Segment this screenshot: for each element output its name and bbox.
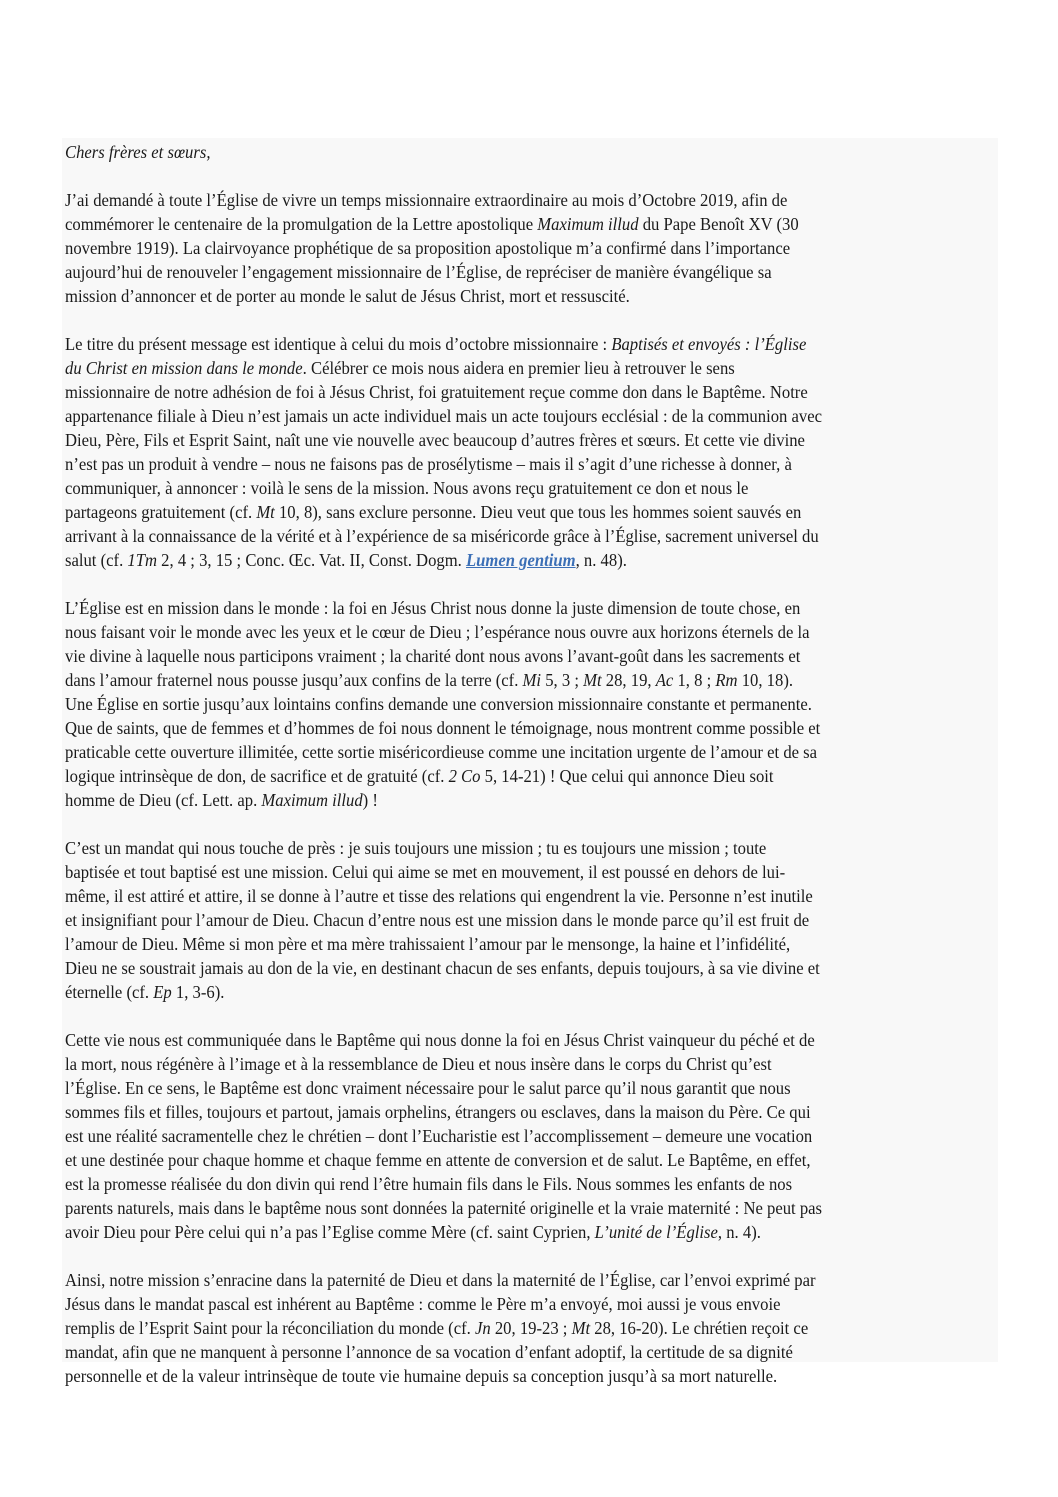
- text-run: ) !: [362, 790, 378, 810]
- text-run: 20, 19-23 ;: [490, 1318, 572, 1338]
- text-line: [65, 1028, 815, 1052]
- italic-text: Maximum illud: [261, 790, 363, 810]
- text-line: [65, 764, 774, 788]
- text-run: . Célébrer ce mois nous aidera en premier lieu à retrouver le sens: [302, 358, 735, 378]
- text-line: [65, 380, 808, 404]
- text-line: [65, 500, 801, 524]
- text-run: la mort, nous régénère à l’image et à la ressemblance de Dieu et nous insère dans le corps du Christ qu’est: [65, 1054, 772, 1074]
- text-run: J’ai demandé à toute l’Église de vivre un temps missionnaire extraordinaire au mois d’Octobre 2019, afin de: [65, 190, 788, 210]
- text-run: Cette vie nous est communiquée dans le Baptême qui nous donne la foi en Jésus Christ vainqueur du péché et de: [65, 1030, 815, 1050]
- text-run: 10, 8), sans exclure personne. Dieu veut que tous les hommes soient sauvés en: [274, 502, 802, 522]
- italic-text: 2 Co: [448, 766, 481, 786]
- text-run: Le titre du présent message est identique à celui du mois d’octobre missionnaire :: [65, 334, 612, 354]
- text-line: [65, 1340, 793, 1364]
- text-run: même, il est attiré et attire, il se donne à l’autre et tisse des relations qui engendrent la vie. Personne n’est inutile: [65, 886, 813, 906]
- text-line: [65, 548, 627, 572]
- text-run: 5, 3 ;: [541, 670, 584, 690]
- text-run: arrivant à la connaissance de la vérité et à l’expérience de sa miséricorde grâce à l’Église, sacrement universel du: [65, 526, 819, 546]
- text-line: [65, 788, 378, 812]
- text-run: avoir Dieu pour Père celui qui n’a pas l’Eglise comme Mère (cf. saint Cyprien,: [65, 1222, 595, 1242]
- text-run: missionnaire de notre adhésion de foi à Jésus Christ, foi gratuitement reçue comme don dans le Baptême. Notre: [65, 382, 808, 402]
- text-line: [65, 668, 793, 692]
- text-line: [65, 1268, 816, 1292]
- italic-text: Mt: [583, 670, 602, 690]
- text-run: 2, 4 ; 3, 15 ; Conc. Œc. Vat. II, Const. Dogm.: [157, 550, 466, 570]
- text-line: [65, 644, 800, 668]
- text-run: L’Église est en mission dans le monde : la foi en Jésus Christ nous donne la juste dimension de toute chose, en: [65, 598, 801, 618]
- text-run: 1, 3-6).: [171, 982, 225, 1002]
- italic-text: du Christ en mission dans le monde: [65, 358, 303, 378]
- text-line: [65, 1076, 791, 1100]
- text-run: aujourd’hui de renouveler l’engagement missionnaire de l’Église, de repréciser de manière évangélique sa: [65, 262, 772, 282]
- italic-text: Mt: [571, 1318, 591, 1338]
- text-run: du Pape Benoît XV (30: [638, 214, 799, 234]
- text-run: Dieu ne se soustrait jamais au don de la vie, en destinant chacun de ses enfants, depuis toujours, à sa vie divine et: [65, 958, 820, 978]
- text-line: [65, 740, 817, 764]
- text-line: [65, 260, 772, 284]
- text-line: [65, 1196, 822, 1220]
- text-line: [65, 620, 810, 644]
- text-run: baptisée et tout baptisé est une mission. Celui qui aime se met en mouvement, il est poussé en dehors de lui-: [65, 862, 786, 882]
- text-run: n’est pas un produit à vendre – nous ne faisons pas de prosélytisme – mais il s’agit d’une richesse à donner, à: [65, 454, 792, 474]
- text-line: [65, 404, 822, 428]
- text-run: appartenance filiale à Dieu n’est jamais un acte individuel mais un acte toujours ecclésial : de la communion avec: [65, 406, 822, 426]
- text-line: [65, 452, 792, 476]
- text-run: homme de Dieu (cf. Lett. ap.: [65, 790, 262, 810]
- text-run: dans l’amour fraternel nous pousse jusqu’aux confins de la terre (cf.: [65, 670, 523, 690]
- text-run: Que de saints, que de femmes et d’hommes de foi nous donnent le témoignage, nous montrent comme possible et: [65, 718, 821, 738]
- text-run: personnelle et de la valeur intrinsèque de toute vie humaine depuis sa conception jusqu’à sa mort naturelle.: [65, 1366, 778, 1386]
- text-line: [65, 1364, 777, 1388]
- text-run: 28, 16-20). Le chrétien reçoit ce: [590, 1318, 809, 1338]
- text-run: communiquer, à annoncer : voilà le sens de la mission. Nous avons reçu gratuitement ce don et nous le: [65, 478, 749, 498]
- text-run: et insignifiant pour l’amour de Dieu. Chacun d’entre nous est une mission dans le monde parce qu’il est fruit de: [65, 910, 810, 930]
- text-line: [65, 716, 820, 740]
- text-line: [65, 1292, 780, 1316]
- text-run: , n. 48).: [575, 550, 627, 570]
- text-line: [65, 860, 785, 884]
- text-line: [65, 980, 224, 1004]
- text-run: vie divine à laquelle nous participons vraiment ; la charité dont nous avons l’avant-goût dans les sacrements et: [65, 646, 801, 666]
- text-line: [65, 908, 809, 932]
- text-run: et une destinée pour chaque homme et chaque femme en attente de conversion et de salut. Le Baptême, en effet,: [65, 1150, 811, 1170]
- text-run: mission d’annoncer et de porter au monde le salut de Jésus Christ, mort et ressuscité.: [65, 286, 630, 306]
- text-run: 28, 19,: [601, 670, 656, 690]
- text-line: [65, 692, 812, 716]
- italic-text: Rm: [715, 670, 738, 690]
- italic-text: Ep: [153, 982, 172, 1002]
- italic-text: Ac: [655, 670, 674, 690]
- text-run: sommes fils et filles, toujours et partout, jamais orphelins, étrangers ou esclaves, dans la maison du Père. Ce qui: [65, 1102, 811, 1122]
- text-run: commémorer le centenaire de la promulgation de la Lettre apostolique: [65, 214, 538, 234]
- text-line: [65, 212, 799, 236]
- italic-text: Jn: [474, 1318, 491, 1338]
- text-line: [65, 476, 748, 500]
- italic-text: Maximum illud: [537, 214, 639, 234]
- text-line: [65, 188, 787, 212]
- text-line: [65, 1220, 761, 1244]
- text-run: Jésus dans le mandat pascal est inhérent au Baptême : comme le Père m’a envoyé, moi aussi je vous envoie: [65, 1294, 781, 1314]
- text-run: l’Église. En ce sens, le Baptême est donc vraiment nécessaire pour le salut parce qu’il nous garantit que nous: [65, 1078, 791, 1098]
- text-run: partageons gratuitement (cf.: [65, 502, 257, 522]
- text-line: [65, 1124, 812, 1148]
- text-line: [65, 284, 630, 308]
- text-run: C’est un mandat qui nous touche de près : je suis toujours une mission ; tu es toujours une mission ; toute: [65, 838, 767, 858]
- text-run: remplis de l’Esprit Saint pour la réconciliation du monde (cf.: [65, 1318, 475, 1338]
- text-run: Ainsi, notre mission s’enracine dans la paternité de Dieu et dans la maternité de l’Église, car l’envoi exprimé par: [65, 1270, 816, 1290]
- text-line: [65, 956, 820, 980]
- text-line: [65, 356, 735, 380]
- text-line: [65, 524, 819, 548]
- text-run: Dieu, Père, Fils et Esprit Saint, naît une vie nouvelle avec beaucoup d’autres frères et sœurs. Et cette vie divine: [65, 430, 805, 450]
- text-line: [65, 1172, 792, 1196]
- text-run: parents naturels, mais dans le baptême nous sont données la paternité originelle et la vraie maternité : Ne peut pas: [65, 1198, 823, 1218]
- text-run: est la promesse réalisée du don divin qui rend l’être humain fils dans le Fils. Nous sommes les enfants de nos: [65, 1174, 793, 1194]
- text-run: mandat, afin que ne manquent à personne l’annonce de sa vocation d’enfant adoptif, la certitude de sa dignité: [65, 1342, 793, 1362]
- text-run: praticable cette ouverture illimitée, cette sortie miséricordieuse comme une incitation urgente de l’amour et de sa: [65, 742, 818, 762]
- text-line: [65, 1148, 811, 1172]
- lumen-gentium-link[interactable]: Lumen gentium: [465, 550, 576, 570]
- text-line: [65, 236, 790, 260]
- text-line: [65, 1052, 772, 1076]
- text-run: novembre 1919). La clairvoyance prophétique de sa proposition apostolique m’a confirmé dans l’importance: [65, 238, 791, 258]
- text-run: salut (cf.: [65, 550, 128, 570]
- italic-text: L’unité de l’Église: [594, 1222, 718, 1242]
- salutation: Chers frères et sœurs,: [65, 142, 211, 162]
- italic-text: Baptisés et envoyés : l’Église: [611, 334, 807, 354]
- text-run: nous faisant voir le monde avec les yeux et le cœur de Dieu ; l’espérance nous ouvre aux horizons éternels de la: [65, 622, 810, 642]
- text-line: [65, 428, 805, 452]
- text-line: [65, 1100, 811, 1124]
- text-line: [65, 836, 766, 860]
- text-line: [65, 332, 806, 356]
- text-run: est une réalité sacramentelle chez le chrétien – dont l’Eucharistie est l’accomplissement – demeure une vocation: [65, 1126, 813, 1146]
- text-line: [65, 884, 813, 908]
- text-line: [65, 1316, 808, 1340]
- text-run: éternelle (cf.: [65, 982, 154, 1002]
- text-run: , n. 4).: [717, 1222, 761, 1242]
- text-run: 5, 14-21) ! Que celui qui annonce Dieu soit: [480, 766, 774, 786]
- italic-text: Mt: [256, 502, 275, 522]
- text-line: [65, 596, 800, 620]
- text-line: [65, 932, 790, 956]
- text-run: 10, 18).: [737, 670, 794, 690]
- text-run: 1, 8 ;: [673, 670, 716, 690]
- italic-text: Mi: [522, 670, 542, 690]
- text-run: logique intrinsèque de don, de sacrifice et de gratuité (cf.: [65, 766, 449, 786]
- text-run: Une Église en sortie jusqu’aux lointains confins demande une conversion missionnaire constante et permanente.: [65, 694, 812, 714]
- text-run: l’amour de Dieu. Même si mon père et ma mère trahissaient l’amour par le mensonge, la haine et l’infidélité,: [65, 934, 791, 954]
- italic-text: 1Tm: [127, 550, 158, 570]
